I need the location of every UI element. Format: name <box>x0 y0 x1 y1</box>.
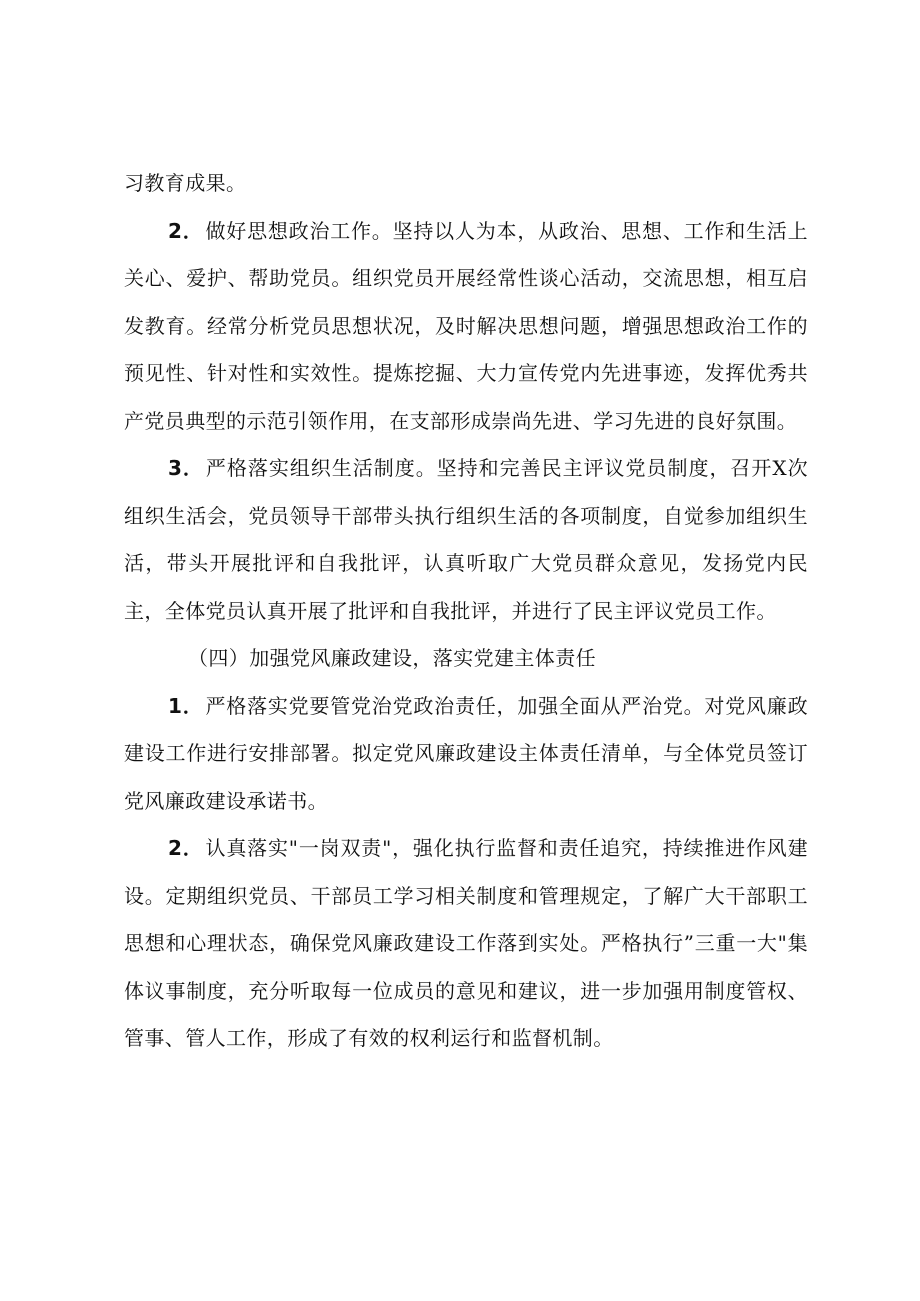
paragraph-number: 3． <box>168 456 204 480</box>
paragraph-text: 做好思想政治工作。坚持以人为本，从政治、思想、工作和生活上关心、爱护、帮助党员。组织党员开展经常性谈心活动，交流思想，相互启发教育。经常分析党员思想状况，及时解决思想问题，增强思想政治工作的预见性、针对性和实效性。提炼挖掘、大力宣传党内先进事迹，发挥优秀共产党员典型的示范引领作用，在支部形成崇尚先进、学习先进的良好氛围。 <box>124 218 808 433</box>
paragraph-number: 2． <box>168 218 204 243</box>
paragraph-number: 2． <box>168 836 204 860</box>
paragraph-text: 严格落实党要管党治党政治责任，加强全面从严治党。对党风廉政建设工作进行安排部署。拟定党风廉政建设主体责任清单，与全体党员签订党风廉政建设承诺书。 <box>124 693 808 813</box>
section-heading <box>124 635 808 683</box>
paragraph-continuation <box>124 160 808 208</box>
paragraph-ideological-work <box>124 208 808 446</box>
paragraph-text: 严格落实组织生活制度。坚持和完善民主评议党员制度，召开X次组织生活会，党员领导干部带头执行组织生活的各项制度，自觉参加组织生活，带头开展批评和自我批评，认真听取广大党员群众意见，发扬党内民主，全体党员认真开展了批评和自我批评，并进行了民主评议党员工作。 <box>124 456 809 623</box>
paragraph-text: 认真落实"一岗双责"，强化执行监督和责任追究，持续推进作风建设。定期组织党员、干部员工学习相关制度和管理规定，了解广大干部职工思想和心理状态，确保党风廉政建设工作落到实处。严格执行”三重一大"集体议事制度，充分听取每一位成员的意见和建议，进一步加强用制度管权、管事、管人工作，形成了有效的权利运行和监督机制。 <box>124 836 808 1050</box>
paragraph-number: 1． <box>168 693 204 718</box>
document-page <box>124 160 808 1063</box>
paragraph-one-post-two-duties <box>124 825 808 1063</box>
paragraph-text: 习教育成果。 <box>124 171 247 195</box>
paragraph-party-responsibility <box>124 683 808 826</box>
paragraph-organizational-life <box>124 445 808 635</box>
section-heading-text: （四）加强党风廉政建设，落实党建主体责任 <box>188 646 596 670</box>
